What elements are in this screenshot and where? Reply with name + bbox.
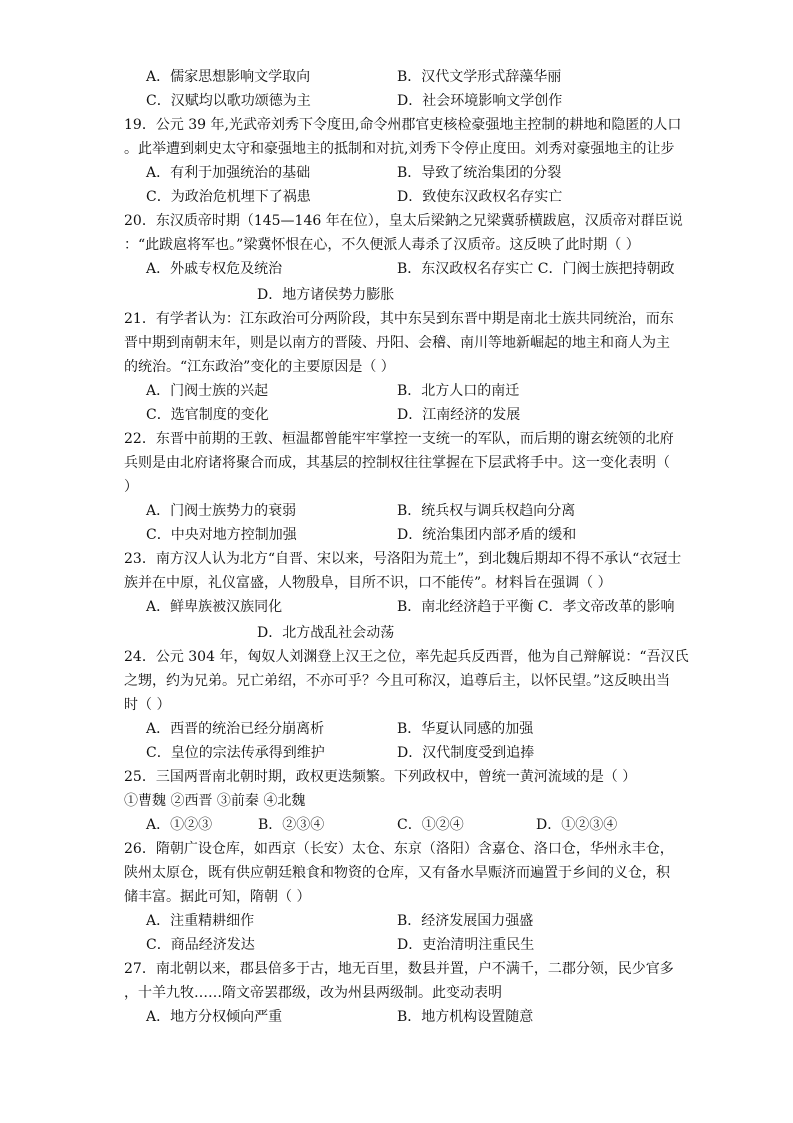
answer-option: B．华夏认同感的加强: [397, 721, 534, 737]
answer-option: B．②③④: [258, 817, 325, 833]
question-text-line: 23．南方汉人认为北方“自晋、宋以来，号洛阳为荒土”，到北魏后期却不得不承认“衣冠士: [124, 551, 682, 567]
answer-option: D．致使东汉政权名存实亡: [397, 189, 563, 205]
answer-option: A．西晋的统治已经分崩离析: [146, 721, 325, 737]
answer-option: D．社会环境影响文学创作: [397, 93, 563, 109]
question-text-line: 19．公元 39 年,光武帝刘秀下令度田,命令州郡官吏核检豪强地主控制的耕地和隐匿的人口: [124, 117, 682, 133]
answer-option: B．统兵权与调兵权趋向分离: [397, 503, 576, 519]
answer-option: C．中央对地方控制加强: [146, 527, 297, 543]
question-text-line: 陕州太原仓，既有供应朝廷粮食和物资的仓库，又有备水旱赈济而遍置于乡间的义仓，积: [124, 865, 670, 881]
question-text-line: 之甥，约为兄弟。兄亡弟绍，不亦可乎？今且可称汉，追尊后主，以怀民望。”这反映出当: [124, 673, 671, 689]
question-text-line: ，十羊九牧……隋文帝罢郡级，改为州县两级制。此变动表明: [124, 985, 502, 1001]
answer-option: A．有利于加强统治的基础: [146, 165, 311, 181]
answer-option: B．南北经济趋于平衡 C．孝文帝改革的影响: [397, 599, 675, 615]
answer-option: B．导致了统治集团的分裂: [397, 165, 562, 181]
question-text-line: ①曹魏 ②西晋 ③前秦 ④北魏: [124, 793, 306, 809]
question-text-line: 。此举遭到刺史太守和豪强地主的抵制和对抗,刘秀下令停止度田。刘秀对豪强地主的让步: [124, 141, 675, 157]
question-text-line: ）: [124, 479, 138, 495]
answer-option: D．吏治清明注重民生: [397, 937, 535, 953]
answer-option: A．门阀士族势力的衰弱: [146, 503, 297, 519]
answer-option: C．皇位的宗法传承得到维护: [146, 745, 325, 761]
question-text-line: ：“此跋扈将军也。”梁冀怀恨在心，不久便派人毒杀了汉质帝。这反映了此时期（ ）: [124, 237, 640, 253]
question-text-line: 26．隋朝广设仓库，如西京（长安）太仓、东京（洛阳）含嘉仓、洛口仓，华州永丰仓，: [124, 841, 674, 857]
answer-option: D．①②③④: [536, 817, 618, 833]
answer-option: B．东汉政权名存实亡 C．门阀士族把持朝政: [397, 261, 675, 277]
answer-option: D．汉代制度受到追捧: [397, 745, 535, 761]
answer-option: B．地方机构设置随意: [397, 1009, 534, 1025]
answer-option: D．江南经济的发展: [397, 407, 521, 423]
answer-option: B．经济发展国力强盛: [397, 913, 534, 929]
question-text-line: 储丰富。据此可知，隋朝（ ）: [124, 889, 311, 905]
answer-option: A．儒家思想影响文学取向: [146, 69, 311, 85]
answer-option: A．门阀士族的兴起: [146, 383, 269, 399]
question-text-line: 的统治。“江东政治”变化的主要原因是（ ）: [124, 359, 395, 375]
answer-option: B．北方人口的南迁: [397, 383, 520, 399]
question-text-line: 25．三国两晋南北朝时期，政权更迭频繁。下列政权中，曾统一黄河流域的是（ ）: [124, 769, 637, 785]
question-text-line: 时（ ）: [124, 697, 171, 713]
answer-option: A．地方分权倾向严重: [146, 1009, 283, 1025]
answer-option: C．选官制度的变化: [146, 407, 269, 423]
question-text-line: 27．南北朝以来，郡县倍多于古，地无百里，数县并置，户不满千，二郡分领，民少官多: [124, 961, 674, 977]
question-text-line: 24．公元 304 年，匈奴人刘渊登上汉王之位，率先起兵反西晋，他为自己辩解说：“吾汉氏: [124, 649, 689, 665]
answer-option: A．注重精耕细作: [146, 913, 255, 929]
question-text-line: 22．东晋中前期的王敦、桓温都曾能牢牢掌控一支统一的军队，而后期的谢玄统领的北府: [124, 431, 674, 447]
answer-option: D．统治集团内部矛盾的缓和: [397, 527, 577, 543]
answer-option: A．①②③: [146, 817, 213, 833]
answer-option: C．商品经济发达: [146, 937, 255, 953]
answer-option: D．北方战乱社会动荡: [257, 625, 395, 641]
answer-option: D．地方诸侯势力膨胀: [257, 287, 395, 303]
question-text-line: 21．有学者认为：江东政治可分两阶段，其中东吴到东晋中期是南北士族共同统治，而东: [124, 311, 674, 327]
question-text-line: 族并在中原，礼仪富盛，人物殷阜，目所不识，口不能传”。材料旨在强调（ ）: [124, 575, 612, 591]
question-text-line: 晋中期到南朝末年，则是以南方的晋陵、丹阳、会稽、南川等地新崛起的地主和商人为主: [124, 335, 670, 351]
answer-option: A．鲜卑族被汉族同化: [146, 599, 283, 615]
answer-option: C．为政治危机埋下了祸患: [146, 189, 311, 205]
answer-option: A．外戚专权危及统治: [146, 261, 283, 277]
answer-option: C．①②④: [397, 817, 464, 833]
question-text-line: 20．东汉质帝时期（145—146 年在位），皇太后梁鈉之兄梁冀骄横跋扈，汉质帝对群臣说: [124, 213, 683, 229]
answer-option: C．汉赋均以歌功颂德为主: [146, 93, 311, 109]
answer-option: B．汉代文学形式辞藻华丽: [397, 69, 562, 85]
question-text-line: 兵则是由北府诸将聚合而成，其基层的控制权往往掌握在下层武将手中。这一变化表明（: [124, 455, 670, 471]
